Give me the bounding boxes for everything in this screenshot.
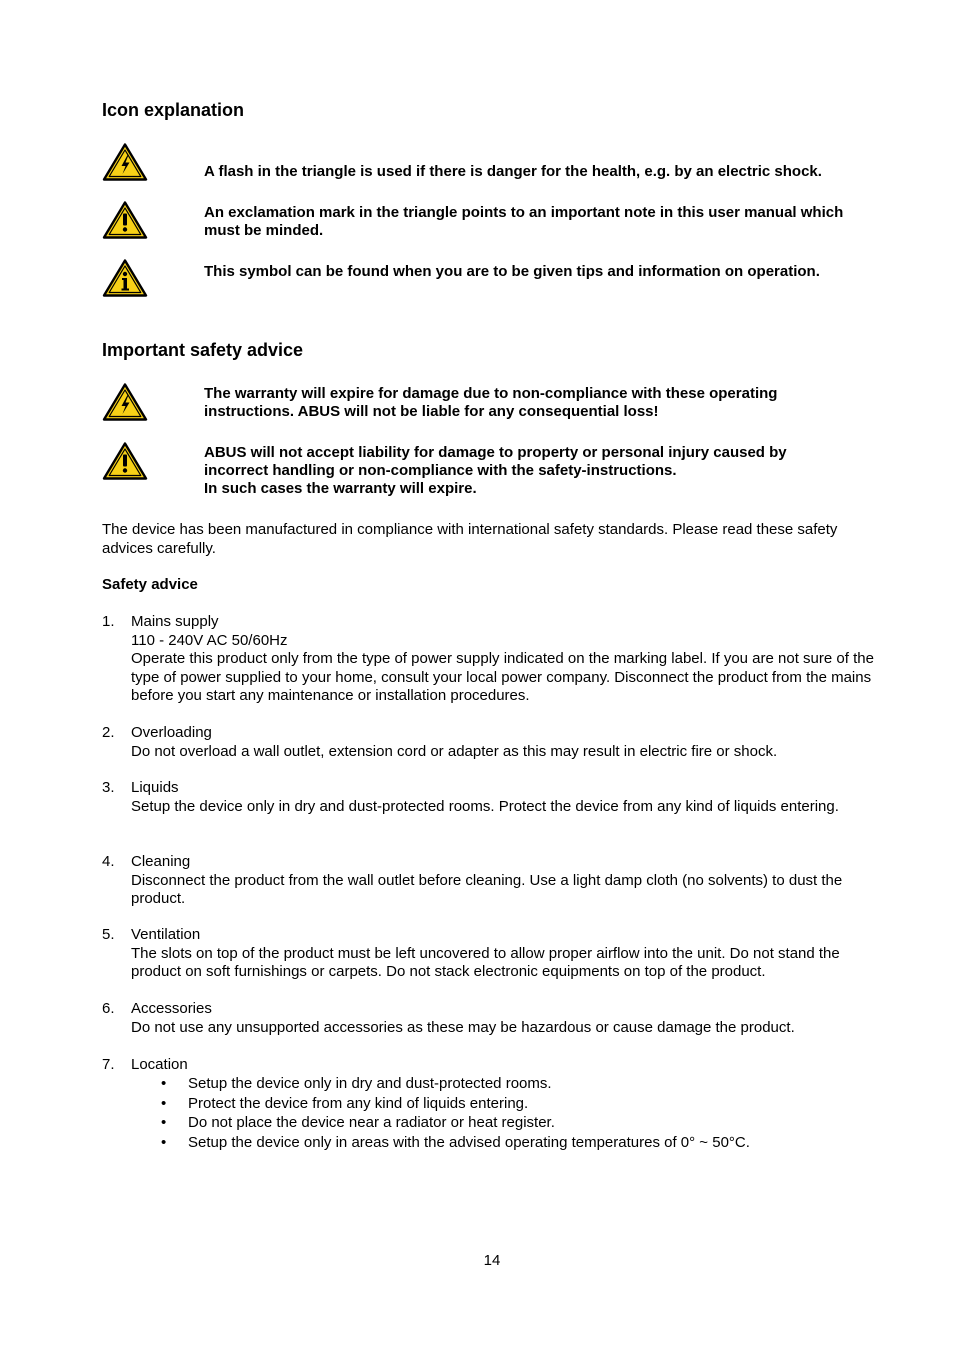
note-line: In such cases the warranty will expire.	[204, 480, 477, 497]
safety-note-liability	[204, 444, 787, 498]
item-number: 1.	[102, 613, 115, 630]
icon-note-exclamation: An exclamation mark in the triangle points to an important note in this user manual which must be minded.	[204, 204, 844, 239]
item-title: Cleaning	[131, 853, 191, 870]
bullet-icon: •	[161, 1075, 167, 1092]
list-item	[131, 1133, 871, 1153]
bullet-text: Do not place the device near a radiator or heat register.	[188, 1114, 555, 1132]
item-line: Do not use any unsupported accessories as these may be hazardous or cause damage the product.	[131, 1018, 795, 1036]
intro-paragraph: The device has been manufactured in compliance with international safety standards. Please read these safety advices carefully.	[102, 521, 838, 557]
item-number: 4.	[102, 853, 115, 870]
list-item-cleaning	[131, 853, 871, 909]
item-line: Operate this product only from the type of power supply indicated on the marking label. If you are not sure of the type of power supplied to your home, consult your local power company. Disconnect the product from the mains before you start any maintenance or installation procedures.	[131, 650, 874, 704]
note-line: instructions. ABUS will not be liable for any consequential loss!	[204, 403, 659, 420]
page-number: 14	[483, 1252, 501, 1269]
item-line: The slots on top of the product must be left uncovered to allow proper airflow into the unit. Do not stand the product on soft furnishings or carpets. Do not stack electronic equipments on top of the product.	[131, 944, 840, 980]
safety-subheading: Safety advice	[102, 576, 198, 593]
item-number: 3.	[102, 779, 115, 796]
icon-note-flash: A flash in the triangle is used if there is danger for the health, e.g. by an electric shock.	[204, 163, 822, 180]
bullet-icon: •	[161, 1094, 167, 1112]
icon-note-info: This symbol can be found when you are to be given tips and information on operation.	[204, 263, 820, 280]
item-title: Liquids	[131, 779, 179, 796]
list-item-liquids	[131, 779, 851, 816]
item-number: 5.	[102, 926, 115, 943]
flash-warning-icon	[102, 382, 148, 422]
item-number: 2.	[102, 724, 115, 741]
list-item-accessories	[131, 1000, 891, 1037]
safety-note-warranty	[204, 385, 777, 421]
note-line: incorrect handling or non-compliance with the safety-instructions.	[204, 462, 677, 479]
item-title: Accessories	[131, 1000, 212, 1017]
info-triangle-icon	[102, 258, 148, 298]
bullet-icon: •	[161, 1134, 167, 1152]
item-line: 110 - 240V AC 50/60Hz	[131, 631, 288, 649]
item-number: 7.	[102, 1056, 115, 1073]
flash-warning-icon	[102, 142, 148, 182]
location-bullet-list	[131, 1074, 871, 1153]
item-title: Ventilation	[131, 926, 201, 943]
exclamation-warning-icon	[102, 441, 148, 481]
item-title: Overloading	[131, 724, 212, 741]
exclamation-warning-icon	[102, 200, 148, 240]
bullet-text: Setup the device only in dry and dust-protected rooms.	[188, 1075, 552, 1092]
bullet-text: Setup the device only in areas with the advised operating temperatures of 0° ~ 50°C.	[188, 1134, 750, 1152]
item-line: Disconnect the product from the wall outlet before cleaning. Use a light damp cloth (no solvents) to dust the product.	[131, 871, 843, 907]
item-title: Mains supply	[131, 613, 219, 630]
list-item-overloading	[131, 724, 891, 761]
list-item	[131, 1074, 871, 1094]
icon-explanation-heading: Icon explanation	[102, 100, 245, 120]
list-item-mains-supply	[131, 613, 891, 706]
note-line: The warranty will expire for damage due to non-compliance with these operating	[204, 385, 778, 402]
item-title: Location	[131, 1056, 188, 1073]
note-line: ABUS will not accept liability for damage to property or personal injury caused by	[204, 444, 787, 461]
safety-heading: Important safety advice	[102, 340, 304, 360]
item-number: 6.	[102, 1000, 115, 1017]
item-line: Do not overload a wall outlet, extension cord or adapter as this may result in electric fire or shock.	[131, 742, 778, 760]
bullet-icon: •	[161, 1114, 167, 1132]
item-line: Setup the device only in dry and dust-protected rooms. Protect the device from any kind of liquids entering.	[131, 797, 839, 815]
list-item-ventilation	[131, 926, 871, 982]
bullet-text: Protect the device from any kind of liquids entering.	[188, 1094, 529, 1112]
list-item	[131, 1113, 871, 1133]
list-item	[131, 1094, 871, 1114]
